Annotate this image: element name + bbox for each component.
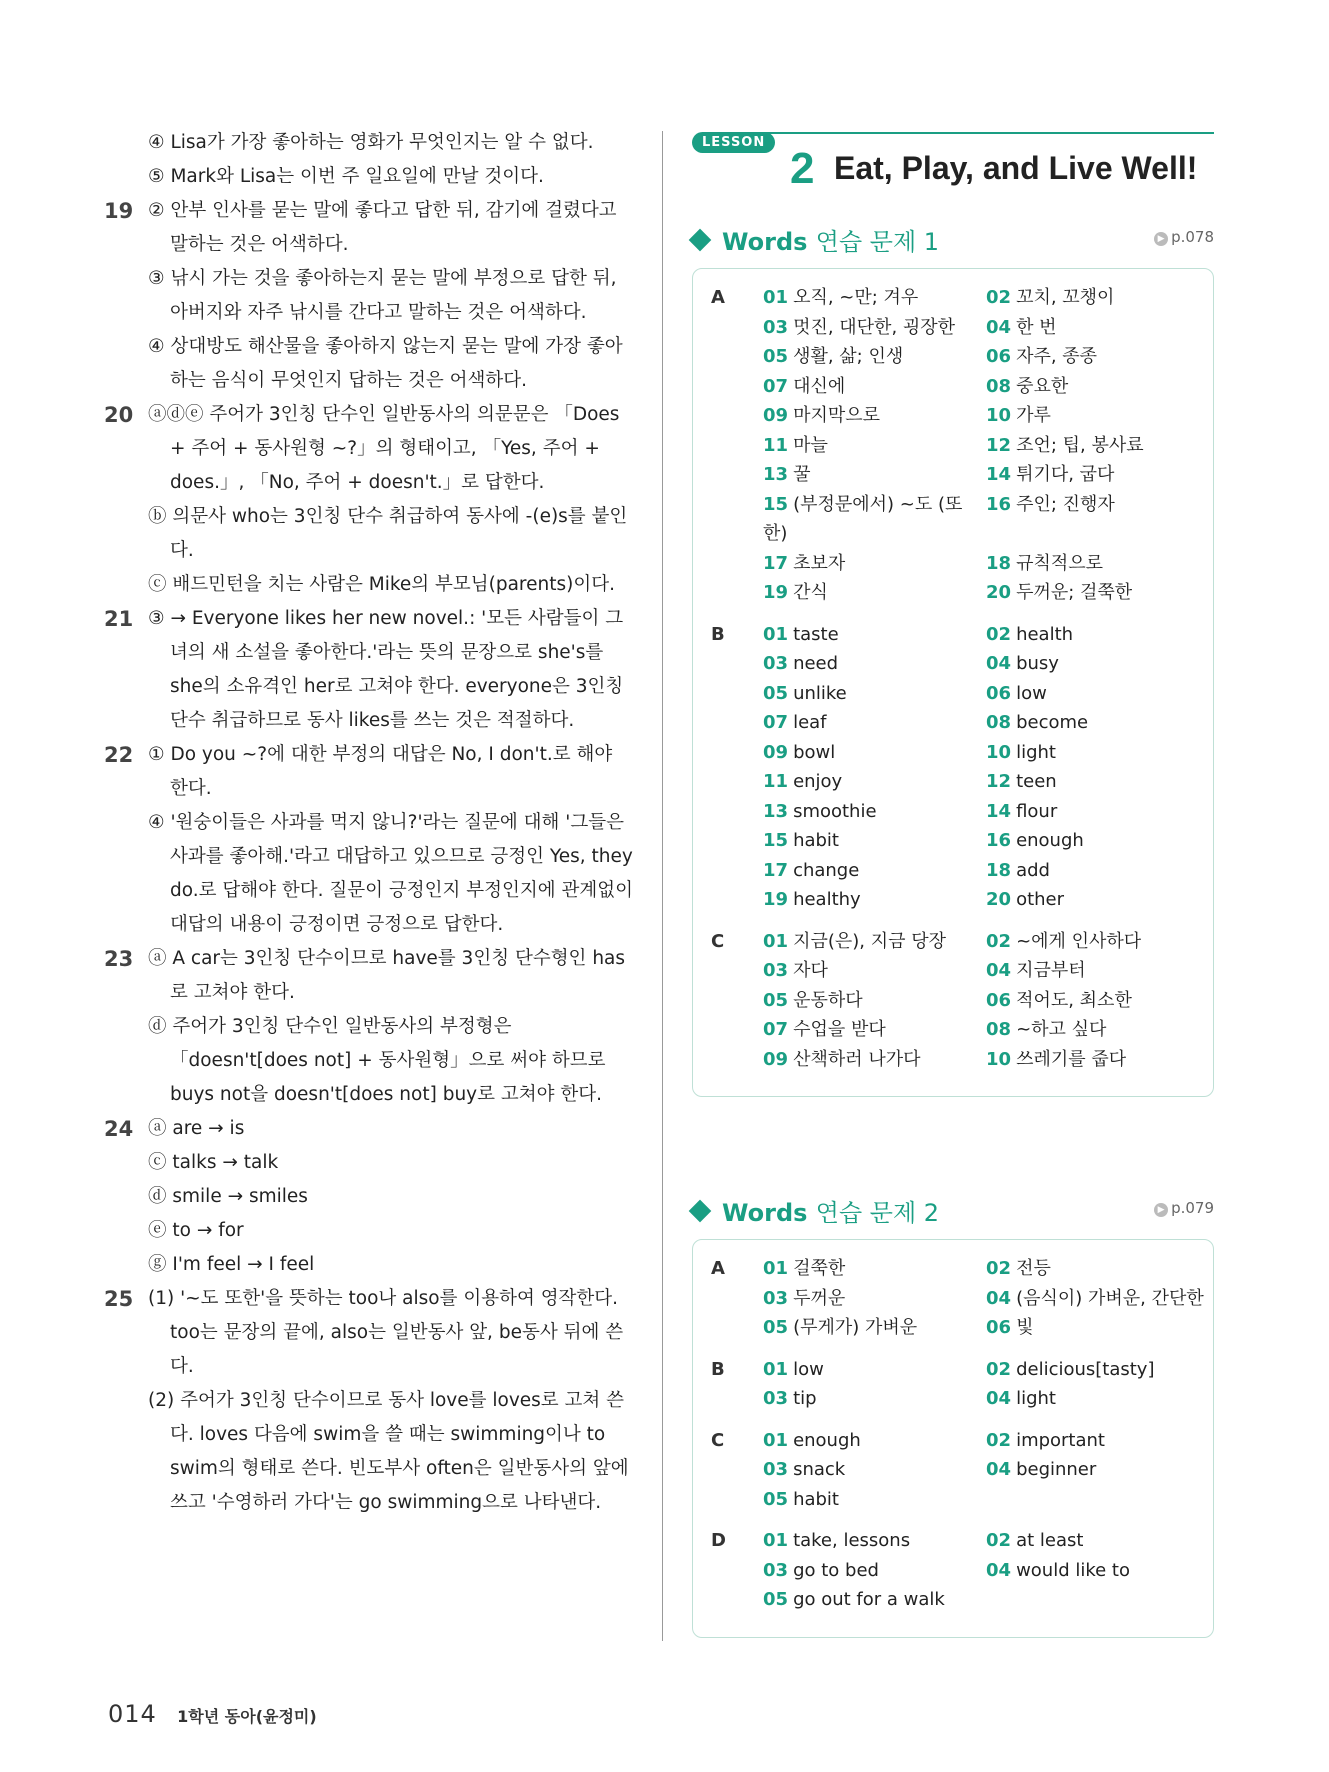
- entry-number: 20: [986, 582, 1012, 603]
- group-letter: A: [711, 287, 725, 308]
- answer-entry: [763, 1485, 986, 1515]
- answer-entry: [763, 578, 986, 608]
- entry-text: 가루: [1016, 405, 1051, 426]
- exercise-group: [693, 283, 1213, 620]
- entry-text: tip: [793, 1388, 817, 1409]
- answer-entry: [986, 1455, 1213, 1485]
- entry-text: 자다: [793, 960, 828, 981]
- entry-text: ~하고 싶다: [1016, 1019, 1107, 1040]
- answer-entry: [986, 490, 1213, 549]
- entry-text: at least: [1016, 1530, 1084, 1551]
- entry-text: low: [1016, 682, 1047, 704]
- entry-number: 07: [763, 1019, 789, 1040]
- entry-number: 10: [986, 741, 1012, 763]
- answer-entry: [986, 549, 1213, 579]
- answer-entry: [763, 956, 986, 986]
- entry-text: 조언; 팁, 봉사료: [1016, 434, 1144, 456]
- entry-text: 대신에: [793, 375, 846, 397]
- entry-number: 03: [763, 1388, 789, 1409]
- entry-text: 쓰레기를 줍다: [1016, 1048, 1127, 1070]
- answer-entry: [763, 1384, 986, 1414]
- entry-text: 걸쭉한: [793, 1258, 846, 1279]
- answer-entry: [986, 1585, 1213, 1615]
- explanation-line: (2) 주어가 3인칭 단수이므로 동사 love를 loves로 고쳐 쓴다. loves 다음에 swim을 쓸 때는 swimming이나 to swim의 형태로 쓴다. 빈도부사 often은 일반동사의 앞에 쓰고 '수영하러 가다'는 go swimming으로 나타낸다.: [148, 1390, 629, 1513]
- entry-number: 11: [763, 434, 789, 456]
- answer-entry: [986, 431, 1213, 461]
- answer-entry: [986, 986, 1213, 1016]
- entry-text: healthy: [793, 889, 861, 910]
- answer-entry: [986, 1254, 1213, 1284]
- entry-text: go out for a walk: [793, 1589, 945, 1610]
- entry-text: bowl: [793, 741, 836, 763]
- entry-text: (음식이) 가벼운, 간단한: [1016, 1287, 1204, 1309]
- entry-text: 간식: [793, 582, 828, 603]
- exercise-box: [692, 1239, 1214, 1638]
- entry-number: 04: [986, 1287, 1012, 1309]
- answer-entry: [986, 679, 1213, 709]
- group-letter: D: [711, 1530, 726, 1551]
- entry-number: 16: [986, 493, 1012, 515]
- entry-text: snack: [793, 1459, 846, 1480]
- answer-entry: [986, 372, 1213, 402]
- entry-number: 03: [763, 960, 789, 981]
- answer-item: [104, 194, 634, 398]
- answer-entry: [763, 620, 986, 650]
- entry-text: smoothie: [793, 800, 877, 822]
- entry-number: 04: [986, 960, 1012, 981]
- answer-entry: [763, 1355, 986, 1385]
- entry-number: 13: [763, 464, 789, 485]
- entry-number: 01: [763, 1258, 789, 1279]
- entry-number: 02: [986, 1258, 1012, 1279]
- explanation-line: ④ '원숭이들은 사과를 먹지 않니?'라는 질문에 대해 '그들은 사과를 좋아해.'라고 대답하고 있으므로 긍정인 Yes, they do.로 답해야 한다. 질문이 긍정인지 부정인지에 관계없이 대답의 내용이 긍정이면 긍정으로 답한다.: [148, 812, 633, 935]
- entry-text: busy: [1016, 653, 1059, 674]
- entry-text: teen: [1016, 771, 1057, 792]
- answer-entry: [763, 1254, 986, 1284]
- page-ref-text: p.078: [1171, 228, 1214, 246]
- entry-number: 16: [986, 830, 1012, 851]
- exercise-group: [693, 1254, 1213, 1355]
- entry-text: 주인; 진행자: [1016, 493, 1115, 515]
- answer-item: [104, 126, 634, 194]
- answer-entry: [763, 1585, 986, 1615]
- entry-number: 04: [986, 316, 1012, 338]
- entry-number: 03: [763, 1287, 789, 1309]
- explanation-line: ⓔ to → for: [148, 1220, 244, 1241]
- entry-text: 꼬치, 꼬챙이: [1016, 287, 1115, 308]
- answer-entry: [986, 738, 1213, 768]
- entry-number: 01: [763, 930, 789, 952]
- entry-number: 06: [986, 1317, 1012, 1338]
- entry-text: 수업을 받다: [793, 1019, 886, 1040]
- entry-text: 생활, 삶; 인생: [793, 346, 904, 367]
- lesson-number: 2: [790, 144, 815, 193]
- entry-number: 05: [763, 346, 789, 367]
- answer-item: [104, 942, 634, 1112]
- group-letter: A: [711, 1258, 725, 1279]
- answer-entry: [986, 1015, 1213, 1045]
- answer-item: [104, 1112, 634, 1282]
- play-icon: ▶: [1154, 1203, 1168, 1217]
- section-title-main: Words: [722, 228, 808, 256]
- answer-explanations: [104, 126, 634, 1520]
- question-number: 24: [104, 1117, 134, 1141]
- group-letter: C: [711, 1429, 725, 1451]
- entry-text: 오직, ~만; 겨우: [793, 287, 919, 308]
- entry-number: 02: [986, 287, 1012, 308]
- entry-text: flour: [1016, 800, 1058, 822]
- entry-number: 05: [763, 682, 789, 704]
- entry-number: 15: [763, 493, 789, 515]
- answer-entry: [763, 460, 986, 490]
- entry-number: 19: [763, 889, 789, 910]
- entry-text: health: [1016, 623, 1074, 645]
- answer-item: [104, 602, 634, 738]
- answer-entry: [986, 1384, 1213, 1414]
- entry-number: 03: [763, 1559, 789, 1581]
- entry-number: 05: [763, 989, 789, 1011]
- answer-entry: [986, 1485, 1213, 1515]
- entry-number: 01: [763, 1530, 789, 1551]
- entry-number: 08: [986, 1019, 1012, 1040]
- answer-entry: [986, 797, 1213, 827]
- answer-entry: [763, 1313, 986, 1343]
- entry-number: 05: [763, 1488, 789, 1510]
- section-subtitle: 연습 문제 2: [815, 1199, 940, 1227]
- entry-text: 초보자: [793, 552, 846, 574]
- entry-number: 11: [763, 771, 789, 792]
- section-header: [692, 220, 1214, 260]
- group-letter: C: [711, 930, 725, 952]
- entry-number: 04: [986, 1388, 1012, 1409]
- question-number: 22: [104, 743, 134, 767]
- entry-text: 마늘: [793, 434, 828, 456]
- entry-text: would like to: [1016, 1559, 1131, 1581]
- answer-entry: [763, 1015, 986, 1045]
- entry-number: 03: [763, 1459, 789, 1480]
- explanation-line: ④ Lisa가 가장 좋아하는 영화가 무엇인지는 알 수 없다.: [148, 132, 594, 153]
- exercise-group: [693, 1355, 1213, 1426]
- lesson-header: [692, 126, 1214, 196]
- answer-entry: [986, 826, 1213, 856]
- entry-text: unlike: [793, 682, 847, 704]
- diamond-icon: [689, 229, 712, 252]
- answer-entry: [986, 283, 1213, 313]
- section-subtitle: 연습 문제 1: [815, 228, 940, 256]
- entry-number: 20: [986, 889, 1012, 910]
- lesson-badge: LESSON: [692, 132, 775, 153]
- entry-text: enough: [1016, 830, 1084, 851]
- entry-number: 08: [986, 375, 1012, 397]
- entry-text: 적어도, 최소한: [1016, 989, 1132, 1011]
- entry-number: 01: [763, 287, 789, 308]
- entry-text: 규칙적으로: [1016, 552, 1104, 574]
- entry-number: 07: [763, 712, 789, 733]
- entry-number: 10: [986, 1048, 1012, 1070]
- answer-entry: [763, 342, 986, 372]
- answer-entry: [986, 885, 1213, 915]
- entry-number: 04: [986, 1459, 1012, 1480]
- entry-text: change: [793, 859, 860, 881]
- answer-entry: [986, 1556, 1213, 1586]
- entry-text: need: [793, 653, 839, 674]
- answer-entry: [763, 1045, 986, 1075]
- entry-text: (부정문에서) ~도 (또한): [763, 493, 963, 544]
- question-number: 20: [104, 403, 134, 427]
- entry-number: 18: [986, 859, 1012, 881]
- explanation-line: ⓐ are → is: [148, 1118, 245, 1139]
- entry-number: 10: [986, 405, 1012, 426]
- answer-entry: [763, 283, 986, 313]
- answer-entry: [986, 956, 1213, 986]
- section-title-main: Words: [722, 1199, 808, 1227]
- entry-text: low: [793, 1358, 824, 1380]
- entry-text: 튀기다, 굽다: [1016, 464, 1115, 485]
- group-letter: B: [711, 1358, 725, 1380]
- entry-text: 두꺼운; 걸쭉한: [1016, 582, 1133, 603]
- answer-entry: [763, 826, 986, 856]
- answer-entry: [986, 1355, 1213, 1385]
- footer-text: 1학년 동아(윤정미): [177, 1707, 317, 1726]
- answer-entry: [763, 738, 986, 768]
- entry-text: 자주, 종종: [1016, 346, 1098, 367]
- entry-number: 08: [986, 712, 1012, 733]
- answer-entry: [763, 401, 986, 431]
- answer-entry: [763, 1284, 986, 1314]
- question-number: 23: [104, 947, 134, 971]
- question-number: 19: [104, 199, 134, 223]
- entry-number: 09: [763, 741, 789, 763]
- section-header: [692, 1191, 1214, 1231]
- diamond-icon: [689, 1200, 712, 1223]
- question-number: 25: [104, 1287, 134, 1311]
- entry-number: 03: [763, 653, 789, 674]
- group-letter: B: [711, 623, 725, 645]
- page-ref-text: p.079: [1171, 1199, 1214, 1217]
- entry-text: 운동하다: [793, 989, 863, 1011]
- answer-entry: [763, 679, 986, 709]
- entry-number: 04: [986, 1559, 1012, 1581]
- entry-text: ~에게 인사하다: [1016, 930, 1142, 952]
- entry-number: 12: [986, 434, 1012, 456]
- entry-number: 02: [986, 1429, 1012, 1451]
- explanation-line: ④ 상대방도 해산물을 좋아하지 않는지 묻는 말에 가장 좋아하는 음식이 무엇인지 답하는 것은 어색하다.: [148, 336, 623, 391]
- explanation-line: ⓓ 주어가 3인칭 단수인 일반동사의 부정형은 「doesn't[does not] + 동사원형」으로 써야 하므로 buys not을 doesn't[does not] buy로 고쳐야 한다.: [148, 1016, 606, 1105]
- entry-number: 01: [763, 623, 789, 645]
- page-footer: [108, 1700, 317, 1728]
- entry-text: habit: [793, 830, 839, 851]
- answer-entry: [986, 856, 1213, 886]
- entry-text: 한 번: [1016, 316, 1057, 338]
- answer-item: [104, 398, 634, 602]
- answer-entry: [763, 767, 986, 797]
- entry-number: 17: [763, 552, 789, 574]
- exercise-group: [693, 1426, 1213, 1527]
- entry-number: 02: [986, 1530, 1012, 1551]
- answer-entry: [986, 313, 1213, 343]
- entry-number: 07: [763, 375, 789, 397]
- answer-entry: [763, 372, 986, 402]
- answer-entry: [763, 490, 986, 549]
- lesson-rule: [762, 132, 1214, 134]
- entry-text: leaf: [793, 712, 827, 733]
- page-number: 014: [108, 1700, 157, 1728]
- explanation-line: ⓒ talks → talk: [148, 1152, 279, 1173]
- entry-number: 01: [763, 1429, 789, 1451]
- answer-entry: [986, 342, 1213, 372]
- play-icon: ▶: [1154, 232, 1168, 246]
- question-number: 21: [104, 607, 134, 631]
- entry-number: 14: [986, 800, 1012, 822]
- answer-entry: [763, 856, 986, 886]
- answer-entry: [986, 1045, 1213, 1075]
- answer-entry: [763, 1426, 986, 1456]
- entry-text: taste: [793, 623, 839, 645]
- answer-entry: [763, 649, 986, 679]
- entry-text: become: [1016, 712, 1089, 733]
- entry-number: 06: [986, 989, 1012, 1011]
- entry-text: (무게가) 가벼운: [793, 1317, 918, 1338]
- explanation-line: ⑤ Mark와 Lisa는 이번 주 일요일에 만날 것이다.: [148, 166, 544, 187]
- answer-item: [104, 738, 634, 942]
- entry-number: 18: [986, 552, 1012, 574]
- exercise-box: [692, 268, 1214, 1097]
- explanation-line: ⓒ 배드민턴을 치는 사람은 Mike의 부모님(parents)이다.: [148, 574, 615, 595]
- entry-number: 03: [763, 316, 789, 338]
- explanation-line: ⓓ smile → smiles: [148, 1186, 308, 1207]
- entry-text: 중요한: [1016, 375, 1069, 397]
- entry-number: 02: [986, 1358, 1012, 1380]
- entry-number: 06: [986, 346, 1012, 367]
- answer-entry: [763, 549, 986, 579]
- entry-number: 09: [763, 1048, 789, 1070]
- section-title: [722, 1193, 939, 1228]
- entry-text: go to bed: [793, 1559, 879, 1581]
- entry-number: 02: [986, 930, 1012, 952]
- answer-entry: [986, 578, 1213, 608]
- answer-entry: [763, 797, 986, 827]
- entry-text: 전등: [1016, 1258, 1051, 1279]
- lesson-title: Eat, Play, and Live Well!: [834, 150, 1198, 186]
- answer-entry: [763, 708, 986, 738]
- entry-number: 15: [763, 830, 789, 851]
- entry-text: enough: [793, 1429, 861, 1451]
- answer-entry: [986, 620, 1213, 650]
- entry-number: 13: [763, 800, 789, 822]
- entry-text: light: [1016, 1388, 1056, 1409]
- answer-entry: [763, 1526, 986, 1556]
- lesson-panel: [692, 126, 1214, 1638]
- answer-entry: [986, 708, 1213, 738]
- entry-number: 12: [986, 771, 1012, 792]
- entry-text: 두꺼운: [793, 1287, 846, 1309]
- explanation-line: (1) '~도 또한'을 뜻하는 too나 also를 이용하여 영작한다. too는 문장의 끝에, also는 일반동사 앞, be동사 뒤에 쓴다.: [148, 1288, 624, 1377]
- answer-entry: [986, 1526, 1213, 1556]
- section-title: [722, 222, 939, 257]
- answer-entry: [763, 885, 986, 915]
- answer-entry: [763, 1556, 986, 1586]
- entry-text: add: [1016, 859, 1050, 881]
- answer-item: [104, 1282, 634, 1520]
- entry-number: 06: [986, 682, 1012, 704]
- explanation-line: ③ → Everyone likes her new novel.: '모든 사람들이 그녀의 새 소설을 좋아한다.'라는 뜻의 문장으로 she's를 she의 소유격인 her로 고쳐야 한다. everyone은 3인칭 단수 취급하므로 동사 likes를 쓰는 것은 적절하다.: [148, 608, 624, 731]
- entry-number: 14: [986, 464, 1012, 485]
- entry-number: 04: [986, 653, 1012, 674]
- answer-entry: [763, 431, 986, 461]
- explanation-line: ⓖ I'm feel → I feel: [148, 1254, 315, 1275]
- entry-text: light: [1016, 741, 1056, 763]
- exercise-group: [693, 927, 1213, 1087]
- page-reference: [1154, 1199, 1214, 1217]
- entry-text: 꿀: [793, 464, 811, 485]
- entry-text: enjoy: [793, 771, 843, 792]
- answer-entry: [986, 1313, 1213, 1343]
- answer-entry: [986, 649, 1213, 679]
- entry-text: other: [1016, 889, 1065, 910]
- entry-text: take, lessons: [793, 1530, 911, 1551]
- entry-text: 지금(은), 지금 당장: [793, 930, 946, 952]
- entry-text: 빛: [1016, 1317, 1034, 1338]
- answer-entry: [986, 460, 1213, 490]
- entry-text: important: [1016, 1429, 1105, 1451]
- answer-entry: [763, 1455, 986, 1485]
- entry-number: 17: [763, 859, 789, 881]
- explanation-line: ① Do you ~?에 대한 부정의 대답은 No, I don't.로 해야 한다.: [148, 744, 613, 799]
- answer-entry: [763, 927, 986, 957]
- answer-entry: [986, 767, 1213, 797]
- entry-text: 마지막으로: [793, 405, 881, 426]
- entry-text: 산책하러 나가다: [793, 1048, 921, 1070]
- column-divider: [662, 131, 663, 1641]
- entry-number: 05: [763, 1589, 789, 1610]
- exercise-group: [693, 1526, 1213, 1627]
- entry-number: 05: [763, 1317, 789, 1338]
- explanation-line: ② 안부 인사를 묻는 말에 좋다고 답한 뒤, 감기에 걸렸다고 말하는 것은 어색하다.: [148, 200, 617, 255]
- exercise-group: [693, 620, 1213, 927]
- question-number: [104, 126, 148, 194]
- explanation-line: ⓑ 의문사 who는 3인칭 단수 취급하여 동사에 -(e)s를 붙인다.: [148, 506, 628, 561]
- explanation-line: ⓐ A car는 3인칭 단수이므로 have를 3인칭 단수형인 has로 고쳐야 한다.: [148, 948, 626, 1003]
- explanation-line: ⓐⓓⓔ 주어가 3인칭 단수인 일반동사의 의문문은 「Does + 주어 + 동사원형 ~?」의 형태이고, 「Yes, 주어 + does.」, 「No, 주어 + doesn't.」로 답한다.: [148, 404, 620, 493]
- entry-text: delicious[tasty]: [1016, 1358, 1155, 1380]
- entry-text: beginner: [1016, 1459, 1097, 1480]
- entry-number: 01: [763, 1358, 789, 1380]
- answer-entry: [763, 986, 986, 1016]
- page-reference: [1154, 228, 1214, 246]
- explanation-line: ③ 낚시 가는 것을 좋아하는지 묻는 말에 부정으로 답한 뒤, 아버지와 자주 낚시를 간다고 말하는 것은 어색하다.: [148, 268, 617, 323]
- answer-entry: [763, 313, 986, 343]
- answer-entry: [986, 1284, 1213, 1314]
- answer-entry: [986, 927, 1213, 957]
- entry-number: 09: [763, 405, 789, 426]
- answer-entry: [986, 401, 1213, 431]
- entry-number: 19: [763, 582, 789, 603]
- entry-text: 멋진, 대단한, 굉장한: [793, 316, 956, 338]
- entry-text: 지금부터: [1016, 960, 1086, 981]
- entry-text: habit: [793, 1488, 839, 1510]
- answer-entry: [986, 1426, 1213, 1456]
- entry-number: 02: [986, 623, 1012, 645]
